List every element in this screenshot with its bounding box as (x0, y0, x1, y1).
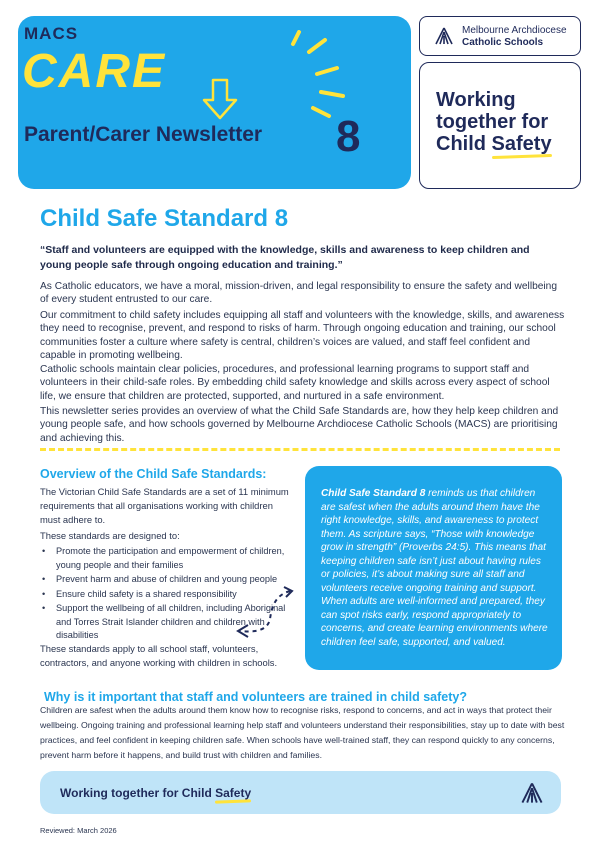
standard-quote: “Staff and volunteers are equipped with the knowledge, skills and awareness to keep children and young people safe through ongoing education and training.” (40, 244, 530, 271)
why-title: Why is it important that staff and volunteers are trained in child safety? (44, 690, 467, 704)
designed-label: These standards are designed to: (40, 530, 180, 541)
reviewed-date: Reviewed: March 2026 (40, 826, 117, 835)
list-item: • Ensure child safety is a shared responsibility (40, 588, 300, 602)
issue-number: 8 (336, 112, 361, 161)
paragraph: This newsletter series provides an overview of what the Child Safe Standards are, how they help keep children and young people safe, and how schools governed by Melbourne Archdiocese Catholic Schools (MACS) are prioritising and achieving this. (40, 406, 559, 444)
why-text: Children are safest when the adults around them know how to recognise risks, respond to concerns, and act in ways that protect their wellbeing. Ongoing training and professional learning help staff and volunteers understand their responsibilities, stay up to date with best practices, and feel confident in keeping children safe. When schools have well-trained staff, they can respond quickly to any concerns, prevent harm before it happens, and build trust with children and families. (40, 705, 565, 760)
tagline-text: Working together for Child Safety (436, 89, 552, 155)
dashed-divider (40, 448, 560, 451)
newsletter-title: Parent/Carer Newsletter (24, 123, 263, 146)
paragraph: As Catholic educators, we have a moral, mission-driven, and legal responsibility to ensure the safety and wellbeing of every student entrusted to our care. (40, 281, 558, 306)
macs-mark-icon (434, 27, 454, 45)
tagline-box (419, 62, 581, 189)
overview-intro: The Victorian Child Safe Standards are a set of 11 minimum requirements that all organisations working with children must adhere to. (40, 486, 289, 525)
org-name: Melbourne Archdiocese Catholic Schools (462, 25, 567, 48)
care-logo: CARE (22, 45, 167, 98)
tagline-emphasis: Safety (491, 133, 552, 155)
curved-arrow-icon (228, 585, 308, 645)
macs-mark-icon (520, 782, 544, 804)
applies-text: These standards apply to all school staff, volunteers, contractors, and anyone working with children in schools. (40, 643, 278, 668)
section-title: Child Safe Standard 8 (40, 205, 289, 232)
list-item: • Promote the participation and empowerment of children, young people and their families (40, 545, 300, 572)
list-item: • Prevent harm and abuse of children and young people (40, 573, 300, 587)
macs-wordmark: MACS (24, 24, 79, 43)
sparkle-rays-icon (285, 30, 355, 120)
paragraph: Catholic schools maintain clear policies, procedures, and professional learning programs to support staff and volunteers in their child-safe roles. By embedding child safety knowledge and skills across every aspect of school life, we ensure that children are protected, supported, and nurtured in a safe environment. (40, 364, 550, 402)
overview-title: Overview of the Child Safe Standards: (40, 467, 267, 481)
org-logo-box (419, 16, 581, 56)
list-item: • Support the wellbeing of all children, including Aboriginal and Torres Strait Islander children and children with disabilities (40, 602, 300, 643)
down-arrow-icon (200, 78, 240, 122)
callout-text: Child Safe Standard 8 reminds us that children are safest when the adults around them have the right knowledge, skills, and awareness to protect them. As scripture says, “Those with knowledge grow in strength” (Proverbs 24:5). This means that keeping children safe isn’t just about having rules or policies, it’s about making sure all staff and volunteers receive ongoing training and support. When adults are well-informed and prepared, they can spot risks early, respond appropriately to concerns, and create learning environments where children feel safe, supported, and valued. (321, 488, 548, 648)
paragraph: Our commitment to child safety includes equipping all staff and volunteers with the knowledge, skills, and awareness they need to recognise, prevent, and respond to risks of harm. Through ongoing education and training, our school communities foster a culture where safety is central, children’s voices are valued, and staff feel confident and capable in promoting wellbeing. (40, 310, 565, 362)
footer-tagline: Working together for Child Safety (60, 786, 252, 800)
